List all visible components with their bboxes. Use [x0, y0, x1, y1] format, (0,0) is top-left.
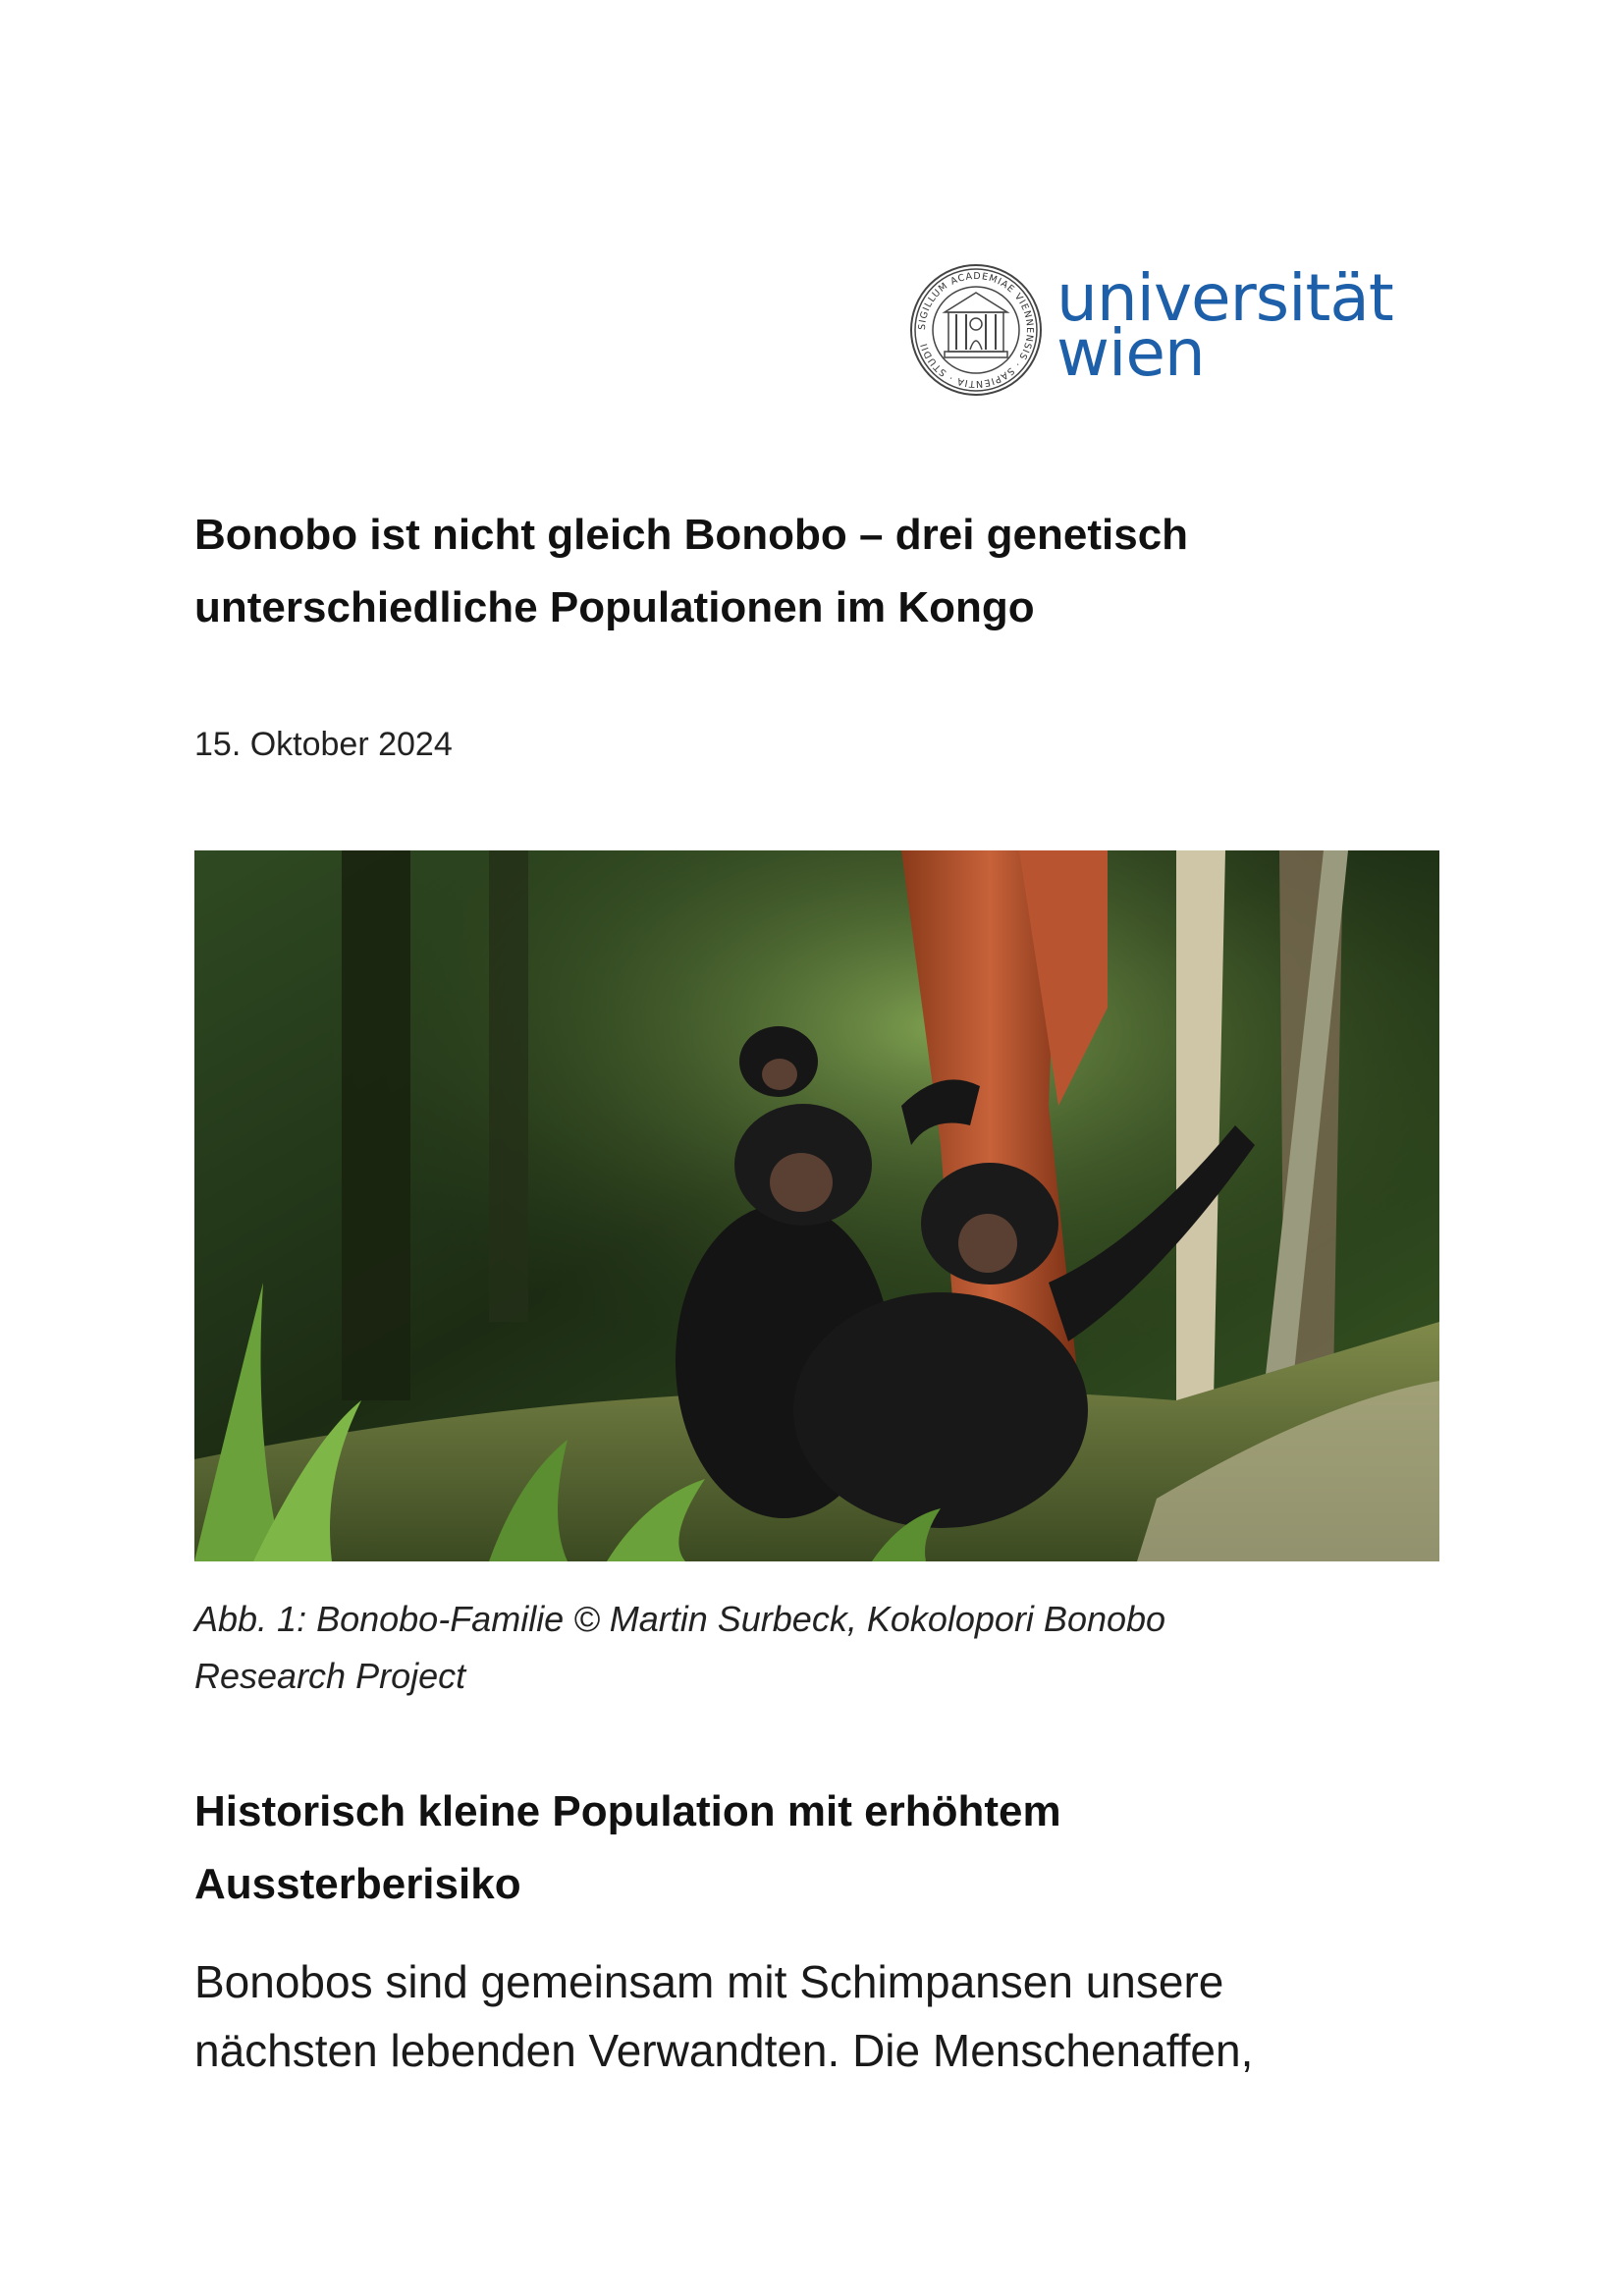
university-seal-icon [909, 263, 1043, 397]
seal-text: SIGILLUM ACADEMIAE VIENNENSIS · SAPIENTIA · STUDII [916, 270, 1036, 390]
body-paragraph [194, 1947, 1432, 2085]
body-line-2: nächsten lebenden Verwandten. Die Menschenaffen, [194, 2025, 1254, 2076]
title-line-2: unterschiedliche Populationen im Kongo [194, 583, 1035, 631]
photo-image [194, 850, 1439, 1561]
section-heading [194, 1776, 1422, 1921]
bonobo-family-photo [194, 850, 1439, 1561]
university-wordmark [1056, 260, 1393, 391]
publication-date: 15. Oktober 2024 [194, 726, 453, 763]
caption-line-2: Research Project [194, 1656, 466, 1696]
title-line-1: Bonobo ist nicht gleich Bonobo – drei genetisch [194, 511, 1189, 559]
section-heading-line-2: Aussterberisiko [194, 1860, 521, 1908]
wordmark-line-2: wien [1056, 315, 1205, 391]
article-title [194, 499, 1412, 644]
wordmark-line-1: universität [1056, 260, 1393, 336]
caption-line-1: Abb. 1: Bonobo-Familie © Martin Surbeck, Kokolopori Bonobo [194, 1599, 1166, 1639]
photo-caption [194, 1591, 1422, 1705]
university-logo[interactable] [909, 260, 1410, 401]
section-heading-line-1: Historisch kleine Population mit erhöhtem [194, 1787, 1061, 1835]
body-line-1: Bonobos sind gemeinsam mit Schimpansen unsere [194, 1956, 1224, 2007]
